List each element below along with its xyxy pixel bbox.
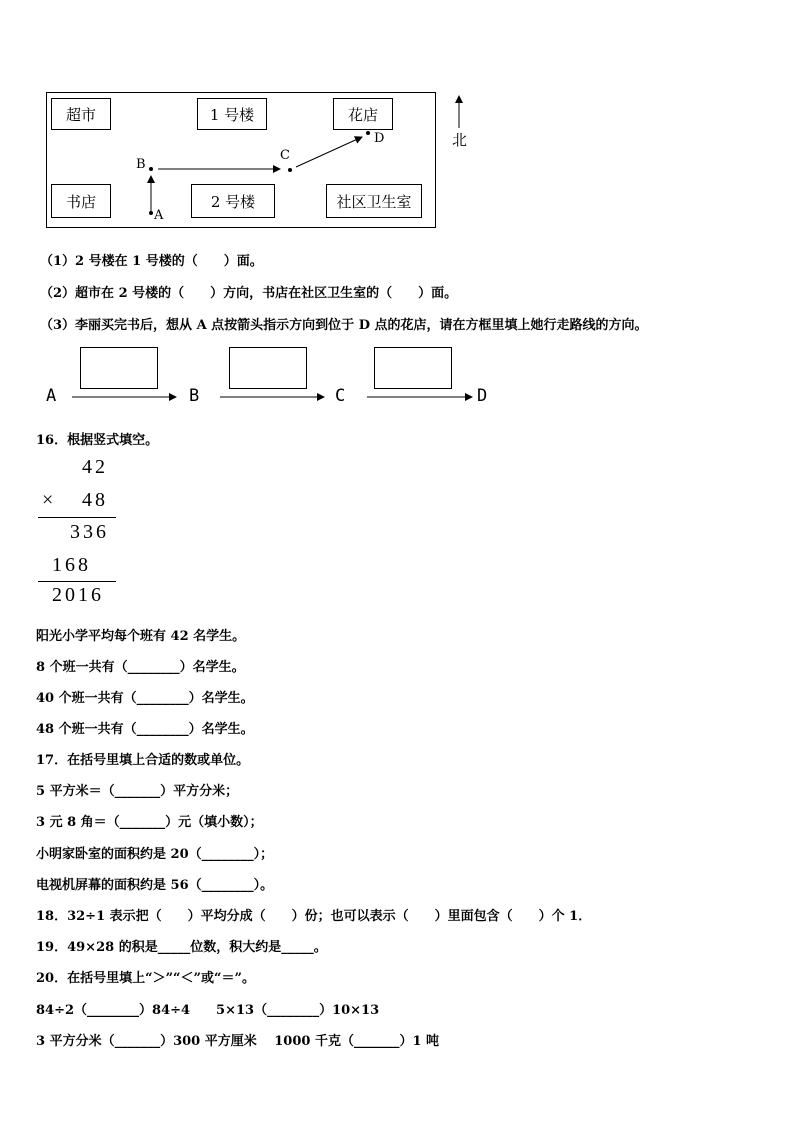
point-d-label: D xyxy=(374,131,385,146)
flow-label-b: B xyxy=(189,386,200,406)
q16-line-2: 8 个班一共有（________）名学生。 xyxy=(36,660,245,675)
point-a-label: A xyxy=(154,208,164,223)
flow-label-a: A xyxy=(46,386,57,406)
q16-line-4: 48 个班一共有（________）名学生。 xyxy=(36,722,254,737)
north-label: 北 xyxy=(452,131,468,149)
point-d-dot xyxy=(366,131,370,135)
q17-line-3: 小明家卧室的面积约是 20（________）； xyxy=(36,847,274,862)
vertical-multiplier: 48 xyxy=(82,489,108,511)
building-bookstore: 书店 xyxy=(51,184,111,218)
q16-line-1: 阳光小学平均每个班有 42 名学生。 xyxy=(36,629,246,644)
building-clinic: 社区卫生室 xyxy=(326,184,422,218)
point-a-dot xyxy=(149,211,153,215)
point-b-label: B xyxy=(136,157,146,172)
q17-line-4: 电视机屏幕的面积约是 56（________）。 xyxy=(36,878,274,893)
q20-line-1: 84÷2（________）84÷4 5×13（________）10×13 xyxy=(36,1003,380,1018)
building-supermarket: 超市 xyxy=(51,98,111,130)
q18-line: 18．32÷1 表示把（ ）平均分成（ ）份；也可以表示（ ）里面包含（ ）个 1． xyxy=(36,909,592,924)
vertical-rule-1 xyxy=(38,517,116,518)
flow-arrows xyxy=(0,380,794,410)
vertical-rule-2 xyxy=(38,581,116,582)
vertical-multiplicand: 42 xyxy=(82,456,108,478)
flow-label-c: C xyxy=(335,386,346,406)
building-flower-shop: 花店 xyxy=(333,98,393,130)
building-1: 1 号楼 xyxy=(197,98,267,130)
q16-title: 16．根据竖式填空。 xyxy=(36,433,159,448)
q17-title: 17．在括号里填上合适的数或单位。 xyxy=(36,753,250,768)
building-2: 2 号楼 xyxy=(191,184,275,218)
q17-line-1: 5 平方米＝（_______）平方分米； xyxy=(36,784,239,799)
vertical-times-sign: × xyxy=(42,489,57,511)
route-c-d xyxy=(296,137,362,167)
q15-item2: （2）超市在 2 号楼的（ ）方向，书店在社区卫生室的（ ）面。 xyxy=(40,286,458,301)
point-c-label: C xyxy=(280,148,290,163)
vertical-partial-1: 336 xyxy=(70,521,109,543)
point-c-dot xyxy=(288,168,292,172)
q20-title: 20．在括号里填上“＞”“＜”或“＝”。 xyxy=(36,971,255,986)
flow-label-d: D xyxy=(477,386,488,406)
q19-line: 19．49×28 的积是_____位数，积大约是_____。 xyxy=(36,940,327,955)
q20-line-2: 3 平方分米（_______）300 平方厘米 1000 千克（_______）1 吨 xyxy=(36,1034,440,1049)
q15-item3: （3）李丽买完书后，想从 A 点按箭头指示方向到位于 D 点的花店，请在方框里填上她行走路线的方向。 xyxy=(40,318,648,333)
q15-item1: （1）2 号楼在 1 号楼的（ ）面。 xyxy=(40,254,263,269)
map-routes xyxy=(0,0,794,240)
q17-line-2: 3 元 8 角＝（_______）元（填小数）； xyxy=(36,815,263,830)
vertical-partial-2: 168 xyxy=(52,554,91,576)
point-b-dot xyxy=(149,167,153,171)
vertical-result: 2016 xyxy=(52,584,104,606)
q16-line-3: 40 个班一共有（________）名学生。 xyxy=(36,691,254,706)
